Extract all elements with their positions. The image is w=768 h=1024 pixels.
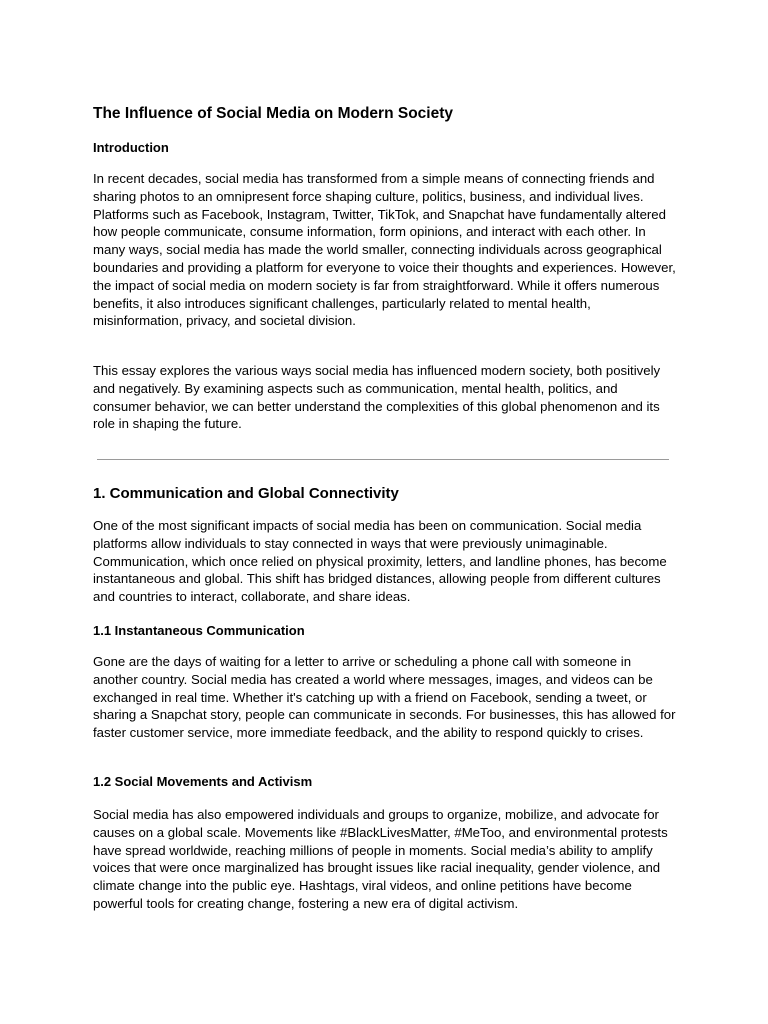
- subsection-1-2-heading: 1.2 Social Movements and Activism: [93, 774, 313, 789]
- introduction-paragraph-2: This essay explores the various ways social media has influenced modern society, both positively and negatively. By examining aspects such as communication, mental health, politics, and consumer behavior, we can better understand the complexities of this global phenomenon and its role in shaping the future.: [93, 363, 661, 432]
- introduction-heading: Introduction: [93, 140, 169, 155]
- subsection-1-2-paragraph: Social media has also empowered individuals and groups to organize, mobilize, and advocate for causes on a global scale. Movements like #BlackLivesMatter, #MeToo, and environmental protests have spread worldwide, reaching millions of people in moments. Social media’s ability to amplify voices that were once marginalized has brought issues like racial inequality, gender violence, and climate change into the public eye. Hashtags, viral videos, and online petitions have become powerful tools for creating change, fostering a new era of digital activism.: [93, 807, 668, 911]
- horizontal-divider: [97, 459, 669, 460]
- subsection-1-1-heading: 1.1 Instantaneous Communication: [93, 623, 305, 638]
- introduction-paragraph-1: In recent decades, social media has transformed from a simple means of connecting friends and sharing photos to an omnipresent force shaping culture, politics, business, and individual lives. Platforms such as Facebook, Instagram, Twitter, TikTok, and Snapchat have fundamentally altered how people communicate, consume information, form opinions, and interact with each other. In many ways, social media has made the world smaller, connecting individuals across geographical boundaries and providing a platform for everyone to voice their thoughts and experiences. However, the impact of social media on modern society is far from straightforward. While it offers numerous benefits, it also introduces significant challenges, particularly related to mental health, misinformation, privacy, and societal division.: [93, 171, 676, 329]
- document-title: The Influence of Social Media on Modern Society: [93, 105, 453, 122]
- section-1-heading: 1. Communication and Global Connectivity: [93, 485, 399, 502]
- subsection-1-1-paragraph: Gone are the days of waiting for a letter to arrive or scheduling a phone call with someone in another country. Social media has created a world where messages, images, and videos can be exchanged in real time. Whether it's catching up with a friend on Facebook, sending a tweet, or sharing a Snapchat story, people can communicate in seconds. For businesses, this has allowed for faster customer service, more immediate feedback, and the ability to respond quickly to crises.: [93, 654, 676, 741]
- section-1-paragraph: One of the most significant impacts of social media has been on communication. Social media platforms allow individuals to stay connected in ways that were previously unimaginable. Communication, which once relied on physical proximity, letters, and landline phones, has become instantaneous and global. This shift has bridged distances, allowing people from different cultures and countries to interact, collaborate, and share ideas.: [93, 518, 667, 605]
